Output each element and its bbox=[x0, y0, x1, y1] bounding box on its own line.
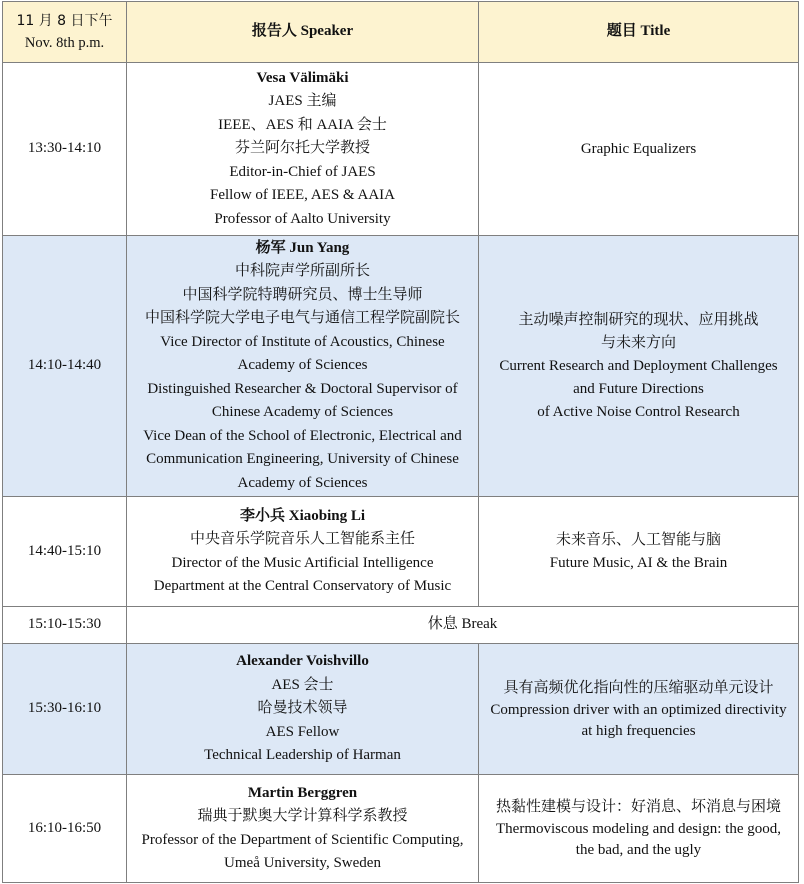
break-row bbox=[3, 607, 799, 644]
speaker-name: Martin Berggren bbox=[247, 784, 358, 801]
talk-title-line: 未来音乐、人工智能与脑 bbox=[555, 531, 721, 548]
talk-title-cell bbox=[479, 775, 799, 883]
speaker-cell bbox=[127, 497, 479, 607]
speaker-line: Academy of Sciences bbox=[237, 474, 368, 491]
header-title: 题目 Title bbox=[479, 2, 799, 63]
break-label: 休息 Break bbox=[127, 607, 799, 644]
schedule-table bbox=[2, 1, 799, 883]
speaker-line: 中国科学院大学电子电气与通信工程学院副院长 bbox=[144, 310, 460, 327]
talk-title-line: 与未来方向 bbox=[600, 334, 676, 351]
speaker-name: 杨军 Jun Yang bbox=[255, 239, 350, 256]
talk-title-line: 热黏性建模与设计：好消息、坏消息与困境 bbox=[495, 799, 781, 815]
speaker-line: Vice Dean of the School of Electronic, Electrical and bbox=[143, 427, 462, 444]
speaker-name: 李小兵 Xiaobing Li bbox=[239, 507, 366, 524]
speaker-name: Vesa Välimäki bbox=[256, 69, 349, 86]
speaker-line: Academy of Sciences bbox=[237, 357, 368, 374]
talk-title-line: Thermoviscous modeling and design: the good, bbox=[496, 821, 781, 837]
speaker-line: 中央音乐学院音乐人工智能系主任 bbox=[189, 531, 415, 547]
speaker-line: Professor of Aalto University bbox=[214, 210, 391, 227]
session-time: 16:10-16:50 bbox=[3, 775, 127, 883]
header-time-en: Nov. 8th p.m. bbox=[24, 35, 105, 51]
speaker-line: 中国科学院特聘研究员、博士生导师 bbox=[182, 286, 423, 303]
talk-title-cell bbox=[479, 63, 799, 236]
talk-title-line: 主动噪声控制研究的现状、应用挑战 bbox=[518, 311, 759, 328]
speaker-name: Alexander Voishvillo bbox=[236, 653, 369, 670]
header-time-cn: 11 月 8 日下午 bbox=[16, 13, 113, 29]
talk-title-cell bbox=[479, 497, 799, 607]
speaker-line: Umeå University, Sweden bbox=[224, 855, 381, 871]
header-time-cell bbox=[3, 2, 127, 63]
speaker-line: AES 会士 bbox=[271, 676, 334, 693]
speaker-line: 瑞典于默奥大学计算科学系教授 bbox=[197, 808, 408, 824]
talk-title-line: and Future Directions bbox=[573, 380, 704, 397]
speaker-line: 哈曼技术领导 bbox=[257, 700, 348, 717]
header-row bbox=[3, 2, 799, 63]
speaker-cell bbox=[127, 236, 479, 497]
speaker-line: Communication Engineering, University of Chinese bbox=[146, 451, 459, 468]
talk-title-line: 具有高频优化指向性的压缩驱动单元设计 bbox=[503, 679, 774, 696]
talk-title-cell bbox=[479, 644, 799, 775]
talk-title-line: Compression driver with an optimized directivity bbox=[490, 701, 787, 718]
header-speaker: 报告人 Speaker bbox=[127, 2, 479, 63]
session-row bbox=[3, 775, 799, 883]
speaker-line: Fellow of IEEE, AES & AAIA bbox=[210, 187, 395, 204]
talk-title-line: of Active Noise Control Research bbox=[537, 403, 740, 420]
speaker-line: IEEE、AES 和 AAIA 会士 bbox=[218, 116, 387, 133]
speaker-line: Director of the Music Artificial Intelligence bbox=[171, 554, 434, 571]
talk-title-cell bbox=[479, 236, 799, 497]
session-time: 15:30-16:10 bbox=[3, 644, 127, 775]
session-row bbox=[3, 63, 799, 236]
session-row bbox=[3, 497, 799, 607]
speaker-cell bbox=[127, 775, 479, 883]
speaker-line: Editor-in-Chief of JAES bbox=[229, 163, 376, 180]
talk-title-line: Future Music, AI & the Brain bbox=[549, 554, 728, 571]
speaker-cell bbox=[127, 63, 479, 236]
session-time: 14:40-15:10 bbox=[3, 497, 127, 607]
session-row bbox=[3, 236, 799, 497]
talk-title-line: at high frequencies bbox=[581, 722, 696, 739]
speaker-line: 芬兰阿尔托大学教授 bbox=[234, 140, 370, 157]
talk-title-line: the bad, and the ugly bbox=[575, 842, 702, 858]
break-time: 15:10-15:30 bbox=[3, 607, 127, 644]
speaker-line: Distinguished Researcher & Doctoral Supervisor of bbox=[147, 380, 458, 397]
talk-title-line: Graphic Equalizers bbox=[580, 140, 697, 157]
speaker-line: 中科院声学所副所长 bbox=[234, 263, 370, 280]
speaker-line: Chinese Academy of Sciences bbox=[211, 404, 394, 421]
session-time: 13:30-14:10 bbox=[3, 63, 127, 236]
talk-title-line: Current Research and Deployment Challenges bbox=[499, 357, 778, 374]
speaker-line: Professor of the Department of Scientific Computing, bbox=[141, 831, 464, 848]
session-time: 14:10-14:40 bbox=[3, 236, 127, 497]
speaker-line: JAES 主编 bbox=[268, 93, 337, 110]
speaker-cell bbox=[127, 644, 479, 775]
speaker-line: Vice Director of Institute of Acoustics, Chinese bbox=[160, 333, 445, 350]
session-row bbox=[3, 644, 799, 775]
speaker-line: Department at the Central Conservatory of Music bbox=[153, 578, 452, 594]
speaker-line: AES Fellow bbox=[265, 723, 340, 740]
speaker-line: Technical Leadership of Harman bbox=[204, 747, 401, 764]
